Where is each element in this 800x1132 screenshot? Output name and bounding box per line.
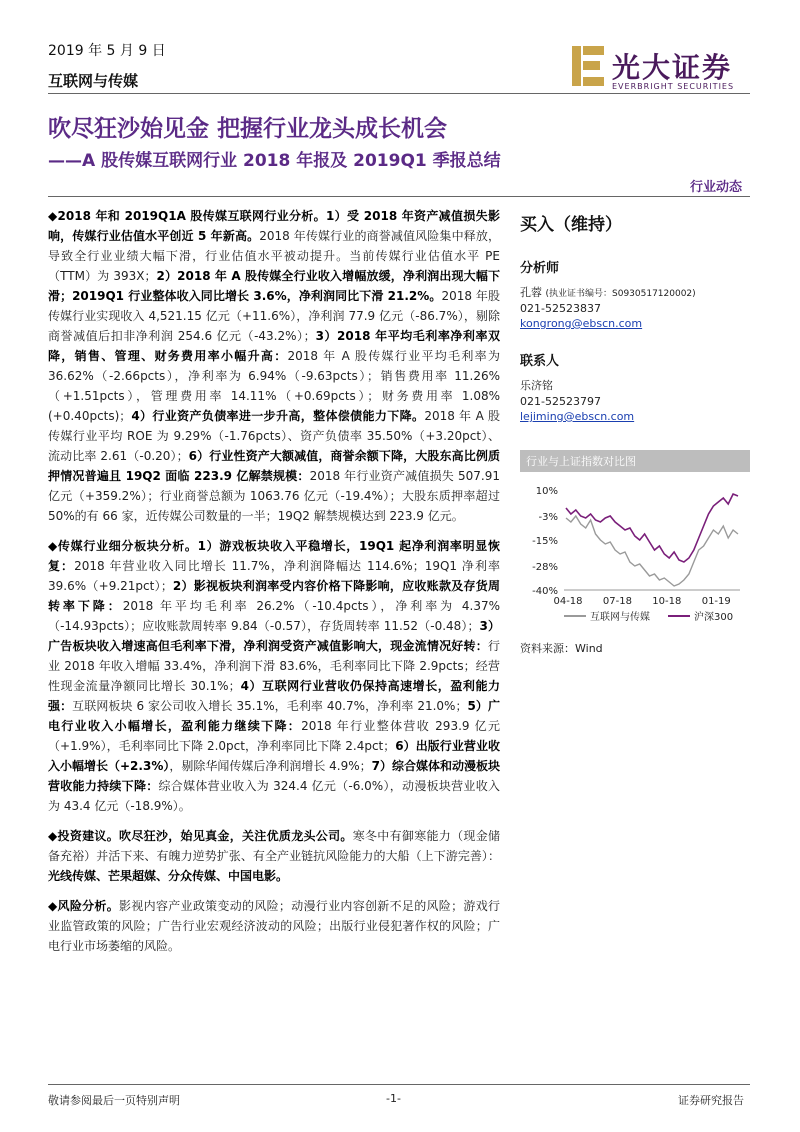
y-tick-label: 10%	[535, 486, 558, 497]
chart-plot	[520, 472, 750, 632]
paragraph-risk-analysis	[48, 896, 500, 956]
analyst-info	[520, 284, 750, 300]
text-run: 2）影视板块利润率受内容价格下降影响，应收账款及存货周转率下降：	[48, 579, 500, 613]
footer-report-label: 证券研究报告	[678, 1094, 744, 1107]
contact-phone: 021-52523797	[520, 395, 601, 408]
report-subtitle: ——A 股传媒互联网行业 2018 年报及 2019Q1 季报总结	[48, 151, 501, 171]
text-run: 2018 年平均毛利率 26.2%（-10.4pcts），净利率为 4.37%（-14.93pcts）；应收账款周转率 9.84（-0.57），存货周转率 11.52（-0.48）；	[48, 599, 500, 633]
text-run: 3）广告板块收入增速高但毛利率下滑，净利润受资产减值影响大，现金流情况好转：	[48, 619, 501, 653]
report-title: 吹尽狂沙始见金 把握行业龙头成长机会	[48, 116, 448, 142]
x-tick-label: 10-18	[652, 596, 682, 607]
report-date: 2019 年 5 月 9 日	[48, 43, 166, 59]
text-run: ◆传媒行业细分板块分析。1）游戏板块收入平稳增长，19Q1 起净利润率明显恢复：	[48, 539, 500, 573]
text-run: ◆2018 年和 2019Q1A 股传媒互联网行业分析。1）受 2018 年资产减值损失影响，传媒行业估值水平创近 5 年新高。	[48, 209, 500, 243]
analyst-cert: (执业证书编号：S0930517120002)	[545, 289, 696, 299]
x-tick-label: 04-18	[553, 596, 583, 607]
text-run: 2）2018 年 A 股传媒全行业收入增幅放缓，净利润出现大幅下滑；2019Q1 行业整体收入同比增长 3.6%，净利润同比下滑 21.2%。	[48, 269, 500, 303]
text-run: 6）行业性资产大额减值，商誉余额下降，大股东高比例质押情况普遍且 19Q2 面临 223.9 亿解禁规模：	[48, 449, 500, 483]
logo-mark-icon	[572, 46, 604, 86]
chart-title: 行业与上证指数对比图	[520, 450, 750, 472]
legend-label: 互联网与传媒	[590, 612, 650, 623]
paragraph-segment-analysis	[48, 536, 500, 816]
analyst-heading: 分析师	[520, 261, 560, 276]
x-tick-label: 07-18	[602, 596, 632, 607]
logo-english: EVERBRIGHT SECURITIES	[612, 82, 735, 91]
text-run: 光线传媒、芒果超媒、分众传媒、中国电影。	[48, 869, 289, 883]
text-run: 2018 年 A 股传媒行业平均 ROE 为 9.29%（-1.76pcts）、资产负债率 35.50%（+3.20pct）、流动比率 2.61（-0.20）；	[48, 409, 500, 463]
text-run: 2018 年行业整体营收 293.9 亿元（+1.9%），毛利率同比下降 2.0pct，净利率同比下降 2.4pct；	[48, 719, 500, 753]
footer-disclaimer: 敬请参阅最后一页特别声明	[48, 1094, 180, 1107]
analyst-email-link[interactable]: kongrong@ebscn.com	[520, 317, 643, 330]
rating-label: 买入（维持）	[520, 215, 622, 235]
text-run: 影视内容产业政策变动的风险；动漫行业内容创新不足的风险；游戏行业监管政策的风险；广告行业宏观经济波动的风险；出版行业侵犯著作权的风险；广电行业市场萎缩的风险。	[48, 899, 500, 953]
text-run: 2018 年行业资产减值损失 507.91 亿元（+359.2%）；行业商誉总额为 1063.76 亿元（-19.4%）；大股东质押率超过 50%的有 66 家，近传媒公司数量的一半；19Q2 解禁规模达到 223.9 亿元。	[48, 469, 500, 523]
text-run: 5）广电行业收入小幅增长，盈利能力继续下降：	[48, 699, 500, 733]
text-run: 2018 年营业收入同比增长 11.7%，净利润降幅达 114.6%；19Q1 净利率 39.6%（+9.21pct）；	[48, 559, 500, 593]
text-run: 寒冬中有御寒能力（现金储备充裕）并活下来、有魄力逆势扩张、有全产业链抗风险能力的大船（上下游完善）：	[48, 829, 500, 863]
series-line	[566, 516, 738, 586]
x-tick-label: 01-19	[701, 596, 731, 607]
text-run: 4）互联网行业营收仍保持高速增长，盈利能力强：	[48, 679, 500, 713]
sector-label: 互联网与传媒	[48, 72, 139, 90]
text-run: 互联网板块 6 家公司收入增长 35.1%，毛利率 40.7%，净利率 21.0%；	[72, 699, 468, 713]
paragraph-investment-advice	[48, 826, 500, 886]
comparison-chart	[520, 450, 750, 656]
y-tick-label: -3%	[538, 512, 558, 523]
text-run: 2018 年股传媒行业实现收入 4,521.15 亿元（+11.6%），净利润 77.9 亿元（-86.7%），剔除商誉减值后扣非净利润 254.6 亿元（-43.2%）；	[48, 289, 500, 343]
analyst-name: 孔蓉	[520, 286, 542, 299]
analyst-phone: 021-52523837	[520, 302, 601, 315]
text-run: ◆投资建议。吹尽狂沙，始见真金，关注优质龙头公司。	[48, 829, 353, 843]
brand-logo	[572, 46, 752, 94]
text-run: ，剔除华闻传媒后净利润增长 4.9%；	[169, 759, 372, 773]
y-tick-label: -28%	[532, 562, 558, 573]
text-run: 2018 年 A 股传媒行业平均毛利率为 36.62%（-2.66pcts），净利率为 6.94%（-9.63pcts）；销售费用率 11.26%（+1.51pcts），管理费用率 14.11%（+0.69pcts）；财务费用率 1.08%(+0.40pcts)；	[48, 349, 500, 423]
text-run: 6）出版行业营业收入小幅增长（+2.3%）	[48, 739, 500, 773]
footer-divider	[48, 1084, 750, 1085]
legend-label: 沪深300	[694, 612, 734, 623]
y-tick-label: -15%	[532, 536, 558, 547]
report-type: 行业动态	[690, 180, 743, 195]
title-divider	[48, 196, 750, 197]
text-run: 行业 2018 年收入增幅 33.4%，净利润下滑 83.6%，毛利率同比下降 2.9pcts；经营性现金流量净额同比增长 30.1%；	[48, 639, 500, 693]
text-run: 综合媒体营业收入为 324.4 亿元（-6.0%），动漫板块营业收入为 43.4 亿元（-18.9%）。	[48, 779, 500, 813]
sidebar	[520, 210, 750, 425]
y-tick-label: -40%	[532, 586, 558, 597]
contact-email-link[interactable]: lejiming@ebscn.com	[520, 410, 635, 423]
logo-chinese: 光大证券	[612, 51, 733, 84]
paragraph-industry-analysis	[48, 206, 500, 526]
text-run: 7）综合媒体和动漫板块营收能力持续下降：	[48, 759, 501, 793]
series-line	[566, 494, 738, 562]
text-run: 3）2018 年平均毛利率净利率双降，销售、管理、财务费用率小幅升高：	[48, 329, 501, 363]
main-body	[48, 206, 500, 966]
chart-source: 资料来源：Wind	[520, 642, 603, 655]
page-number: -1-	[386, 1092, 401, 1105]
text-run: 4）行业资产负债率进一步升高，整体偿债能力下降。	[131, 409, 425, 423]
contact-name: 乐济铭	[520, 379, 553, 392]
text-run: 2018 年传媒行业的商誉减值风险集中释放，导致全行业业绩大幅下滑，行业估值水平被动提升。当前传媒行业估值水平 PE（TTM）为 393X；	[48, 229, 500, 283]
contact-heading: 联系人	[520, 354, 560, 369]
text-run: ◆风险分析。	[48, 899, 120, 913]
